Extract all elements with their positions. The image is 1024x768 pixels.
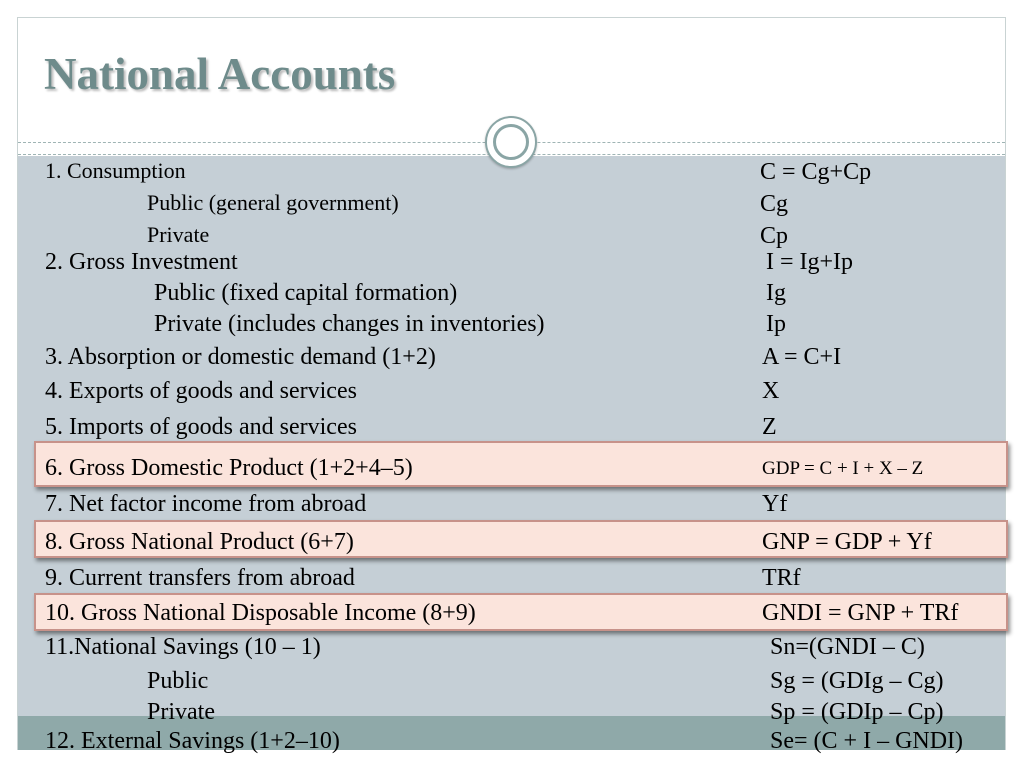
row-label: 11.National Savings (10 – 1): [45, 634, 321, 660]
row-formula: X: [762, 378, 780, 404]
row-label: Private (includes changes in inventories): [154, 311, 545, 337]
row-formula: Ig: [766, 280, 786, 306]
row-formula: GNDI = GNP + TRf: [762, 600, 959, 626]
row-formula: Ip: [766, 311, 786, 337]
row-label: 5. Imports of goods and services: [45, 414, 357, 440]
row-label: 7. Net factor income from abroad: [45, 491, 367, 517]
row-label: 9. Current transfers from abroad: [45, 565, 355, 591]
row-label: 4. Exports of goods and services: [45, 378, 357, 404]
row-formula: Sp = (GDIp – Cp): [770, 699, 944, 725]
row-label: 1. Consumption: [45, 158, 186, 183]
row-formula: GNP = GDP + Yf: [762, 529, 932, 555]
row-label: Private: [147, 699, 215, 725]
circle-ornament-icon: [485, 116, 537, 168]
row-formula: Cg: [760, 191, 789, 217]
row-label: Public (fixed capital formation): [154, 280, 458, 306]
row-formula: Cp: [760, 223, 789, 249]
row-formula: TRf: [762, 565, 801, 591]
row-formula: A = C+I: [762, 344, 842, 370]
row-label: 12. External Savings (1+2–10): [45, 728, 340, 754]
row-label: 3. Absorption or domestic demand (1+2): [45, 344, 436, 370]
row-formula: Yf: [762, 491, 788, 517]
row-formula: Sn=(GNDI – C): [770, 634, 925, 660]
row-formula: GDP = C + I + X – Z: [762, 458, 924, 479]
row-label: 8. Gross National Product (6+7): [45, 529, 354, 555]
row-label: 6. Gross Domestic Product (1+2+4–5): [45, 455, 413, 481]
row-formula: I = Ig+Ip: [766, 249, 854, 275]
row-label: Private: [147, 222, 210, 247]
row-formula: Z: [762, 414, 777, 440]
slide-title: National Accounts: [44, 49, 396, 99]
row-label: Public (general government): [147, 190, 399, 215]
row-formula: C = Cg+Cp: [760, 159, 872, 185]
row-label: 10. Gross National Disposable Income (8+9): [45, 600, 476, 626]
row-formula: Sg = (GDIg – Cg): [770, 668, 944, 694]
row-formula: Se= (C + I – GNDI): [770, 728, 964, 754]
row-label: Public: [147, 668, 209, 694]
row-label: 2. Gross Investment: [45, 249, 238, 275]
